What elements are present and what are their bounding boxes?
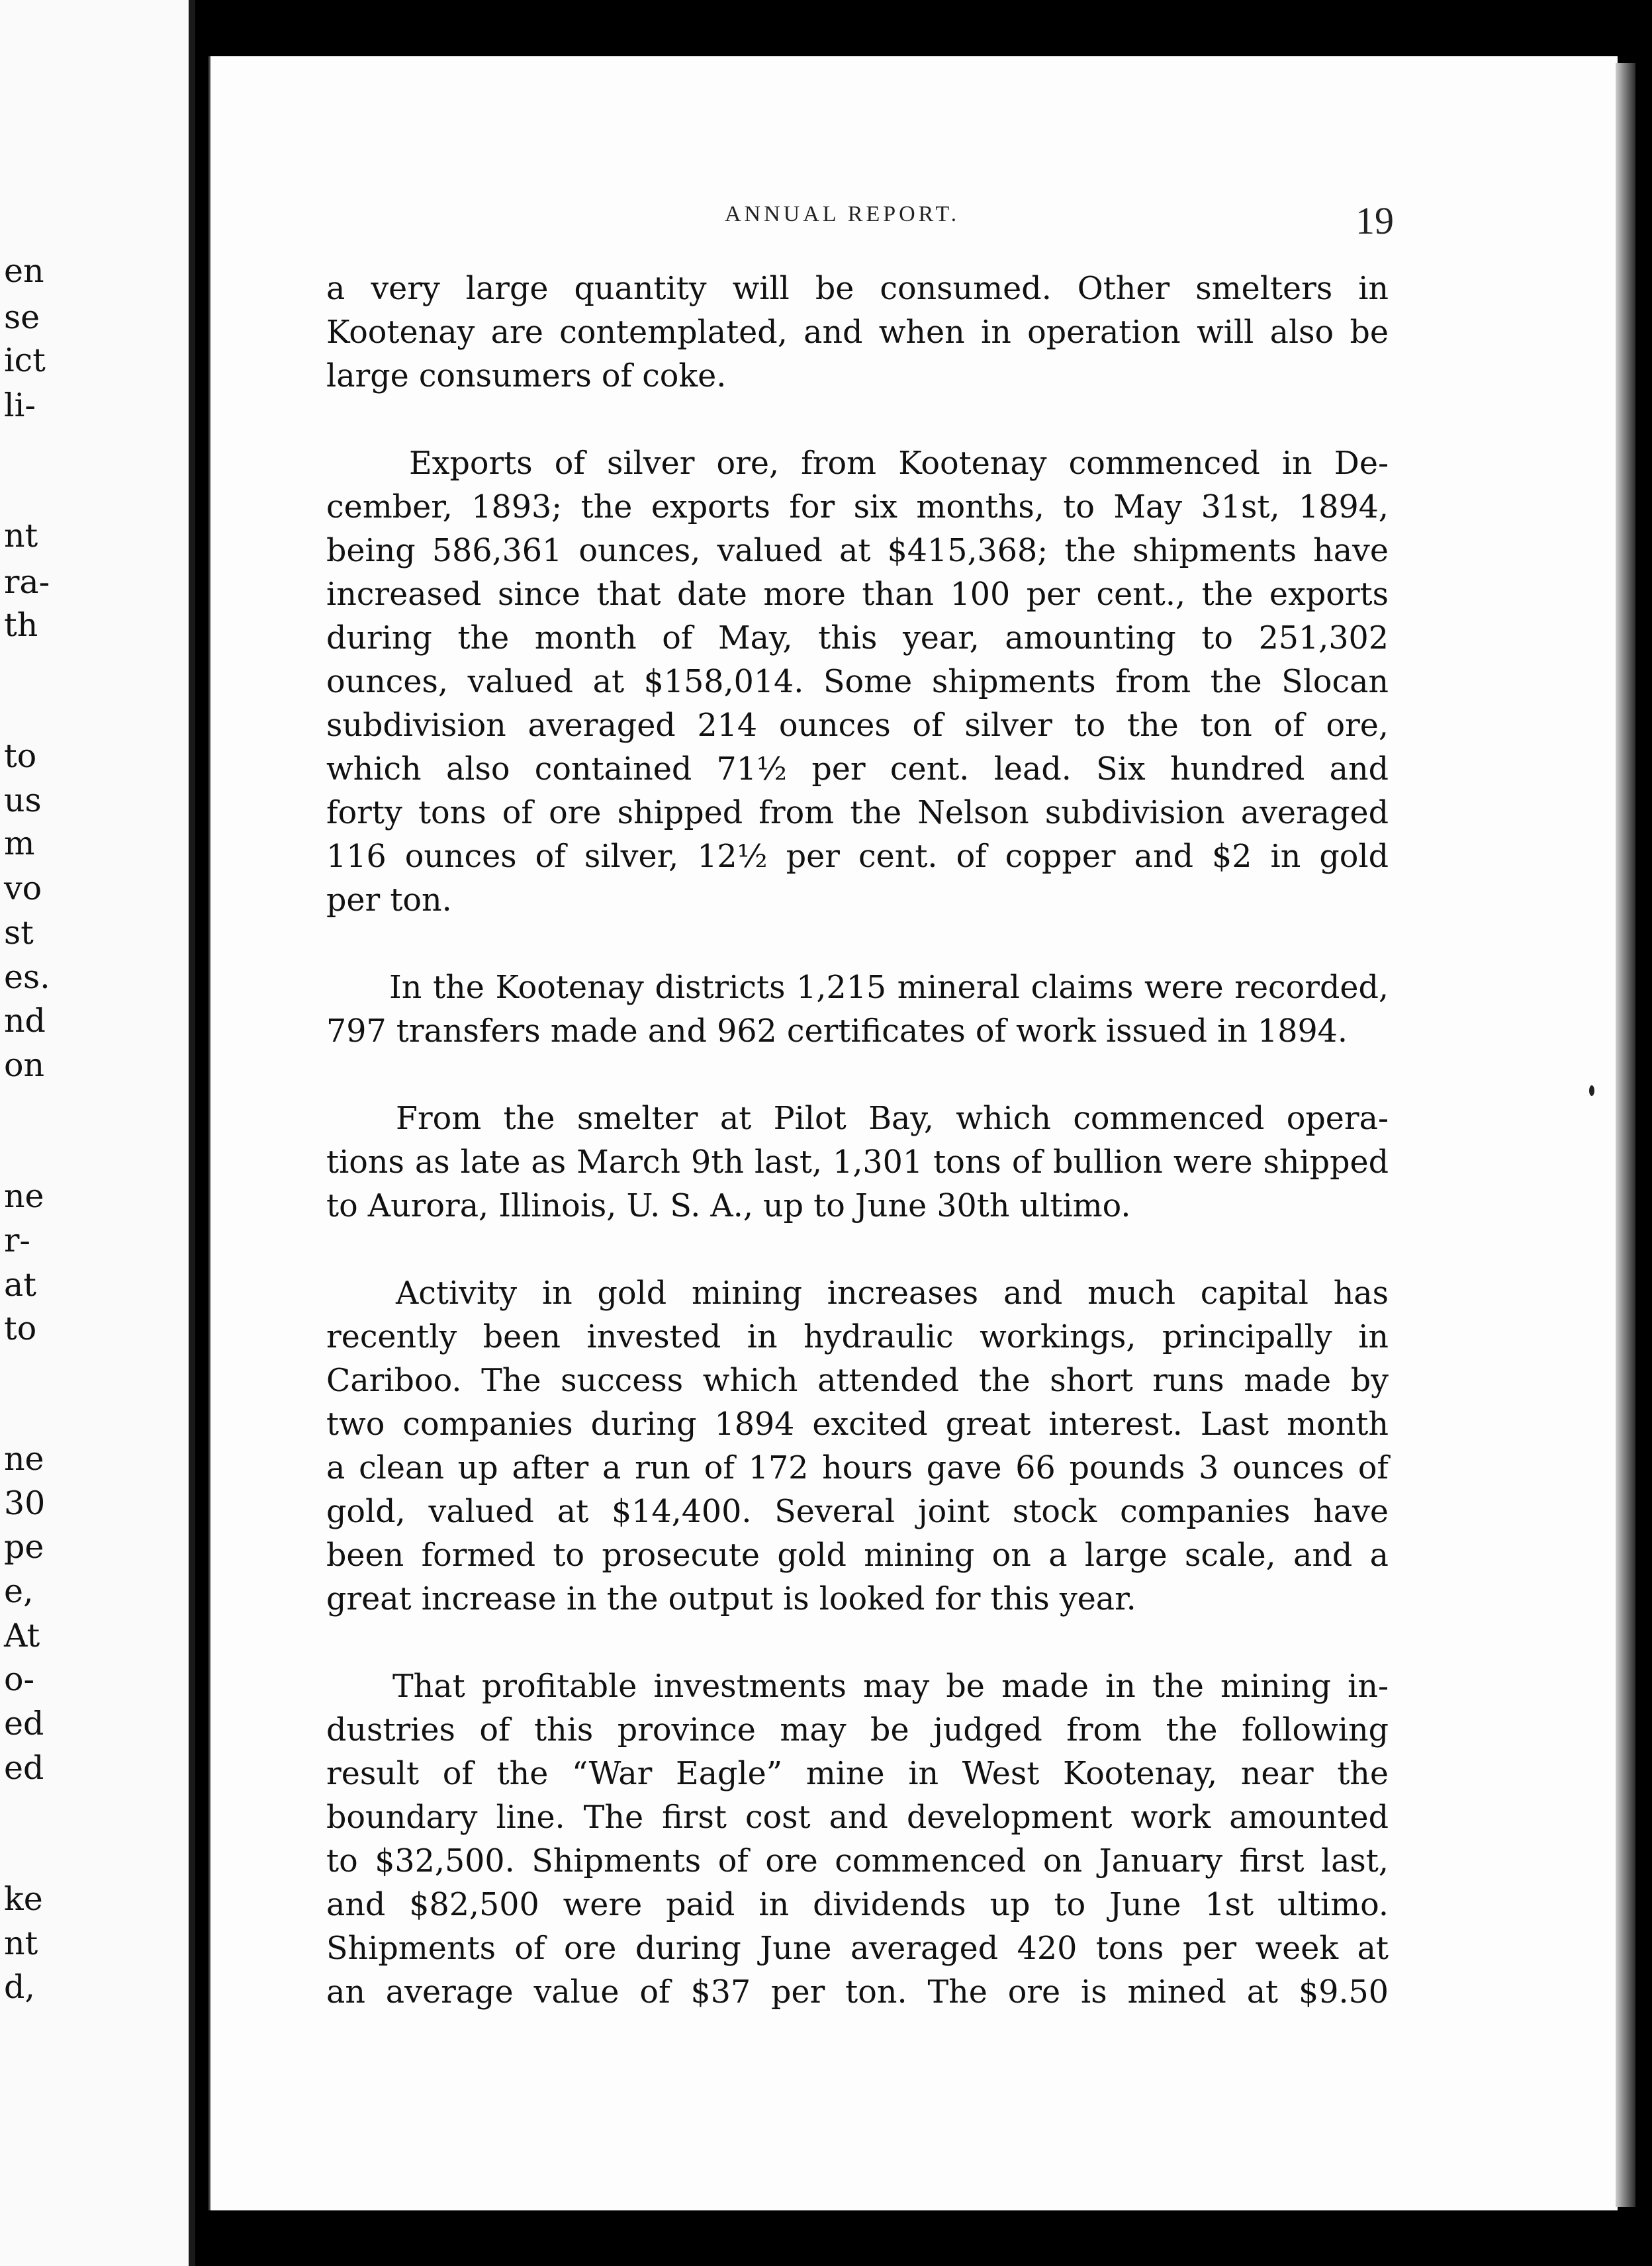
text-line: In the Kootenay districts 1,215 mineral claims were recorded,: [389, 970, 1389, 1006]
text-line: and $82,500 were paid in dividends up to June 1st ultimo.: [326, 1887, 1389, 1923]
facing-page-text: vo: [4, 870, 42, 907]
text-line: ounces, valued at $158,014. Some shipments from the Slocan: [326, 664, 1389, 700]
text-line: Cariboo. The success which attended the short runs made by: [326, 1363, 1389, 1399]
facing-page-text: ed: [4, 1749, 44, 1787]
facing-page-text: es.: [4, 958, 50, 996]
paragraph-pilot-bay: [326, 1097, 1389, 1228]
paragraph-war-eagle: [326, 1665, 1389, 2015]
text-line: Shipments of ore during June averaged 420 tons per week at: [326, 1930, 1389, 1967]
text-line: That profitable investments may be made in the mining in-: [392, 1668, 1389, 1705]
text-line: 116 ounces of silver, 12½ per cent. of copper and $2 in gold: [326, 838, 1389, 875]
text-line: a clean up after a run of 172 hours gave 66 pounds 3 ounces of: [326, 1450, 1389, 1486]
facing-page-text: to: [4, 737, 37, 775]
text-line: being 586,361 ounces, valued at $415,368; the shipments have: [326, 533, 1389, 569]
facing-page-text: at: [4, 1266, 36, 1304]
text-line: to $32,500. Shipments of ore commenced on January first last,: [326, 1843, 1389, 1880]
text-line: great increase in the output is looked for this year.: [326, 1581, 1136, 1617]
text-line: per ton.: [326, 882, 452, 919]
facing-page-text: nd: [4, 1002, 46, 1040]
facing-page-text: us: [4, 782, 42, 819]
text-line: to Aurora, Illinois, U. S. A., up to June 30th ultimo.: [326, 1188, 1131, 1224]
facing-page-text: At: [4, 1617, 40, 1654]
text-line: which also contained 71½ per cent. lead. Six hundred and: [326, 751, 1389, 788]
facing-page-text: nt: [4, 1925, 38, 1962]
facing-page-text: o-: [4, 1660, 35, 1698]
facing-page-text: st: [4, 914, 34, 952]
text-line: 797 transfers made and 962 certificates of work issued in 1894.: [326, 1013, 1348, 1050]
body-text: [326, 267, 1389, 2015]
facing-page-text: ke: [4, 1880, 43, 1918]
facing-page-text: li-: [4, 386, 36, 424]
text-line: forty tons of ore shipped from the Nelson subdivision averaged: [326, 795, 1389, 831]
facing-page-text: d,: [4, 1968, 35, 2006]
facing-page-text: ne: [4, 1440, 44, 1478]
facing-page-text: ne: [4, 1177, 44, 1215]
facing-page-text: se: [4, 298, 40, 336]
text-line: From the smelter at Pilot Bay, which commenced opera-: [396, 1101, 1389, 1137]
facing-page-text: ed: [4, 1705, 44, 1743]
text-line: two companies during 1894 excited great interest. Last month: [326, 1406, 1389, 1443]
page-edge: [1616, 63, 1635, 2207]
text-line: tions as late as March 9th last, 1,301 tons of bullion were shipped: [326, 1144, 1389, 1181]
facing-page-text: ra-: [4, 563, 50, 601]
facing-page-text: r-: [4, 1222, 30, 1259]
facing-page-text: th: [4, 606, 38, 644]
facing-page-text: on: [4, 1046, 45, 1084]
text-line: an average value of $37 per ton. The ore is mined at $9.50: [326, 1974, 1389, 2011]
ink-speck: [1589, 1085, 1594, 1096]
facing-page-text: e,: [4, 1572, 34, 1610]
text-line: increased since that date more than 100 per cent., the exports: [326, 576, 1389, 613]
text-line: a very large quantity will be consumed. Other smelters in: [326, 271, 1389, 307]
facing-page-text: to: [4, 1310, 37, 1347]
text-line: large consumers of coke.: [326, 358, 727, 394]
running-header: ANNUAL REPORT.: [725, 202, 960, 226]
text-line: during the month of May, this year, amounting to 251,302: [326, 620, 1389, 657]
facing-page-text: m: [4, 825, 35, 862]
text-line: subdivision averaged 214 ounces of silver to the ton of ore,: [326, 707, 1389, 744]
facing-page-text: 30: [4, 1484, 46, 1522]
paragraph-mineral-claims: [326, 966, 1389, 1054]
facing-page-text: nt: [4, 517, 38, 555]
text-line: dustries of this province may be judged from the following: [326, 1712, 1389, 1748]
text-line: result of the “War Eagle” mine in West Kootenay, near the: [326, 1756, 1389, 1792]
text-line: Kootenay are contemplated, and when in operation will also be: [326, 314, 1389, 351]
facing-page-text: ict: [4, 341, 46, 379]
facing-page-fragment: [0, 0, 195, 2266]
facing-page-text: en: [4, 252, 44, 290]
text-line: gold, valued at $14,400. Several joint stock companies have: [326, 1494, 1389, 1530]
text-line: cember, 1893; the exports for six months, to May 31st, 1894,: [326, 489, 1389, 525]
paragraph-silver-exports: [326, 442, 1389, 923]
paragraph-gold-mining: [326, 1272, 1389, 1621]
facing-page-text: pe: [4, 1528, 44, 1566]
paragraph-coke: [326, 267, 1389, 398]
text-line: recently been invested in hydraulic workings, principally in: [326, 1319, 1389, 1355]
text-line: Activity in gold mining increases and much capital has: [396, 1275, 1389, 1312]
text-line: Exports of silver ore, from Kootenay commenced in De-: [409, 445, 1389, 482]
page-number: 19: [1355, 199, 1394, 242]
text-line: boundary line. The first cost and development work amounted: [326, 1799, 1389, 1836]
text-line: been formed to prosecute gold mining on a large scale, and a: [326, 1537, 1389, 1574]
